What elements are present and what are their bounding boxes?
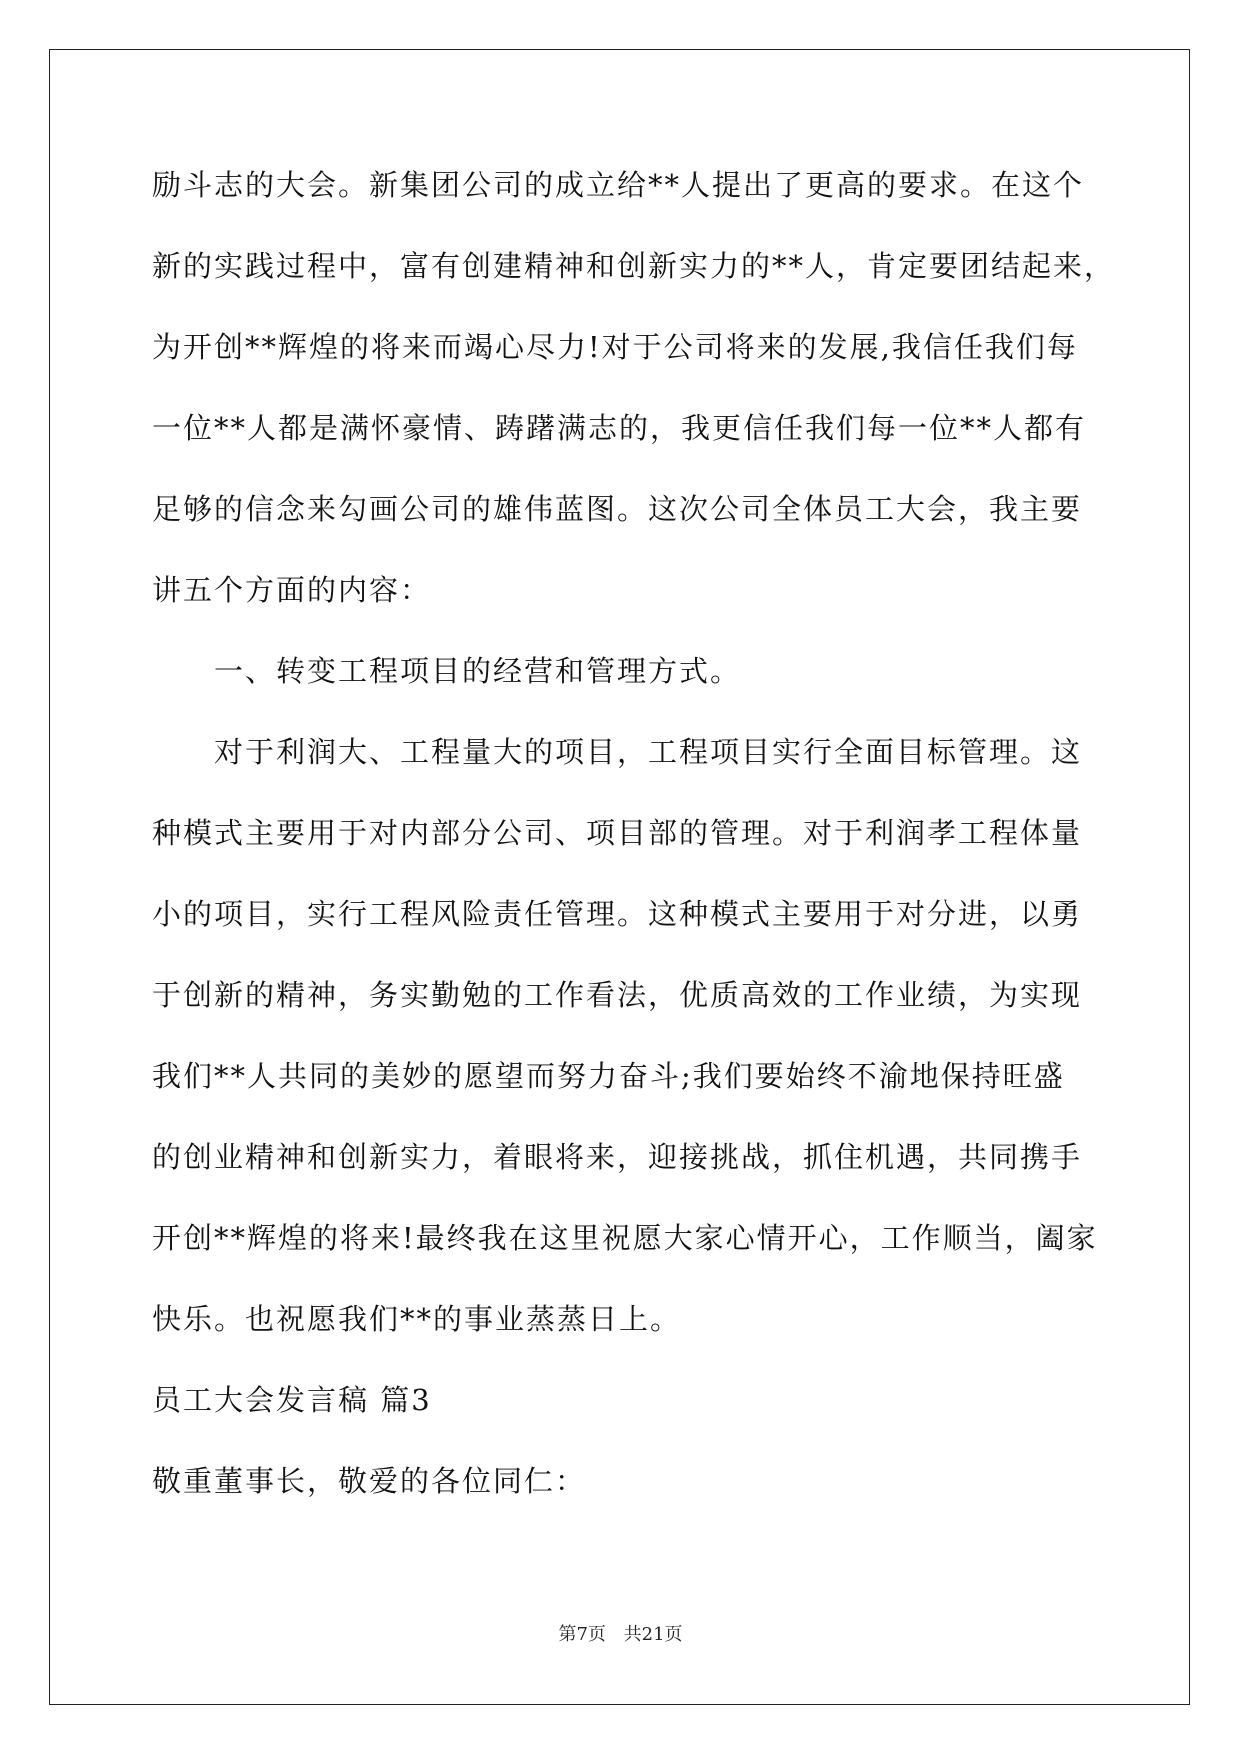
text-line: 足够的信念来勾画公司的雄伟蓝图。这次公司全体员工大会，我主要 bbox=[152, 492, 1083, 526]
section-heading: 一、转变工程项目的经营和管理方式。 bbox=[152, 654, 742, 688]
text-line: 开创**辉煌的将来!最终我在这里祝愿大家心情开心，工作顺当，阖家 bbox=[152, 1221, 1098, 1255]
salutation: 敬重董事长，敬爱的各位同仁： bbox=[152, 1464, 587, 1498]
text-line: 讲五个方面的内容： bbox=[152, 573, 432, 607]
text-line: 小的项目，实行工程风险责任管理。这种模式主要用于对分进，以勇 bbox=[152, 897, 1083, 931]
text-line: 快乐。也祝愿我们**的事业蒸蒸日上。 bbox=[152, 1302, 682, 1336]
text-line: 于创新的精神，务实勤勉的工作看法，优质高效的工作业绩，为实现 bbox=[152, 978, 1083, 1012]
document-body bbox=[152, 155, 1116, 1532]
article-title: 员工大会发言稿 篇3 bbox=[152, 1383, 432, 1417]
page-number: 第7页 bbox=[558, 1624, 606, 1645]
text-line: 为开创**辉煌的将来而竭心尽力!对于公司将来的发展,我信任我们每 bbox=[152, 330, 1078, 364]
text-line: 我们**人共同的美妙的愿望而努力奋斗;我们要始终不渝地保持旺盛 bbox=[152, 1059, 1065, 1093]
page-total: 共21页 bbox=[623, 1624, 683, 1645]
text-line: 励斗志的大会。新集团公司的成立给**人提出了更高的要求。在这个 bbox=[152, 168, 1085, 202]
text-line: 对于利润大、工程量大的项目，工程项目实行全面目标管理。这 bbox=[152, 735, 1083, 769]
text-line: 的创业精神和创新实力，着眼将来，迎接挑战，抓住机遇，共同携手 bbox=[152, 1140, 1083, 1174]
text-line: 一位**人都是满怀豪情、踌躇满志的，我更信任我们每一位**人都有 bbox=[152, 411, 1087, 445]
page-footer bbox=[0, 1620, 1241, 1646]
text-line: 新的实践过程中，富有创建精神和创新实力的**人，肯定要团结起来， bbox=[152, 249, 1116, 283]
text-line: 种模式主要用于对内部分公司、项目部的管理。对于利润孝工程体量 bbox=[152, 816, 1083, 850]
